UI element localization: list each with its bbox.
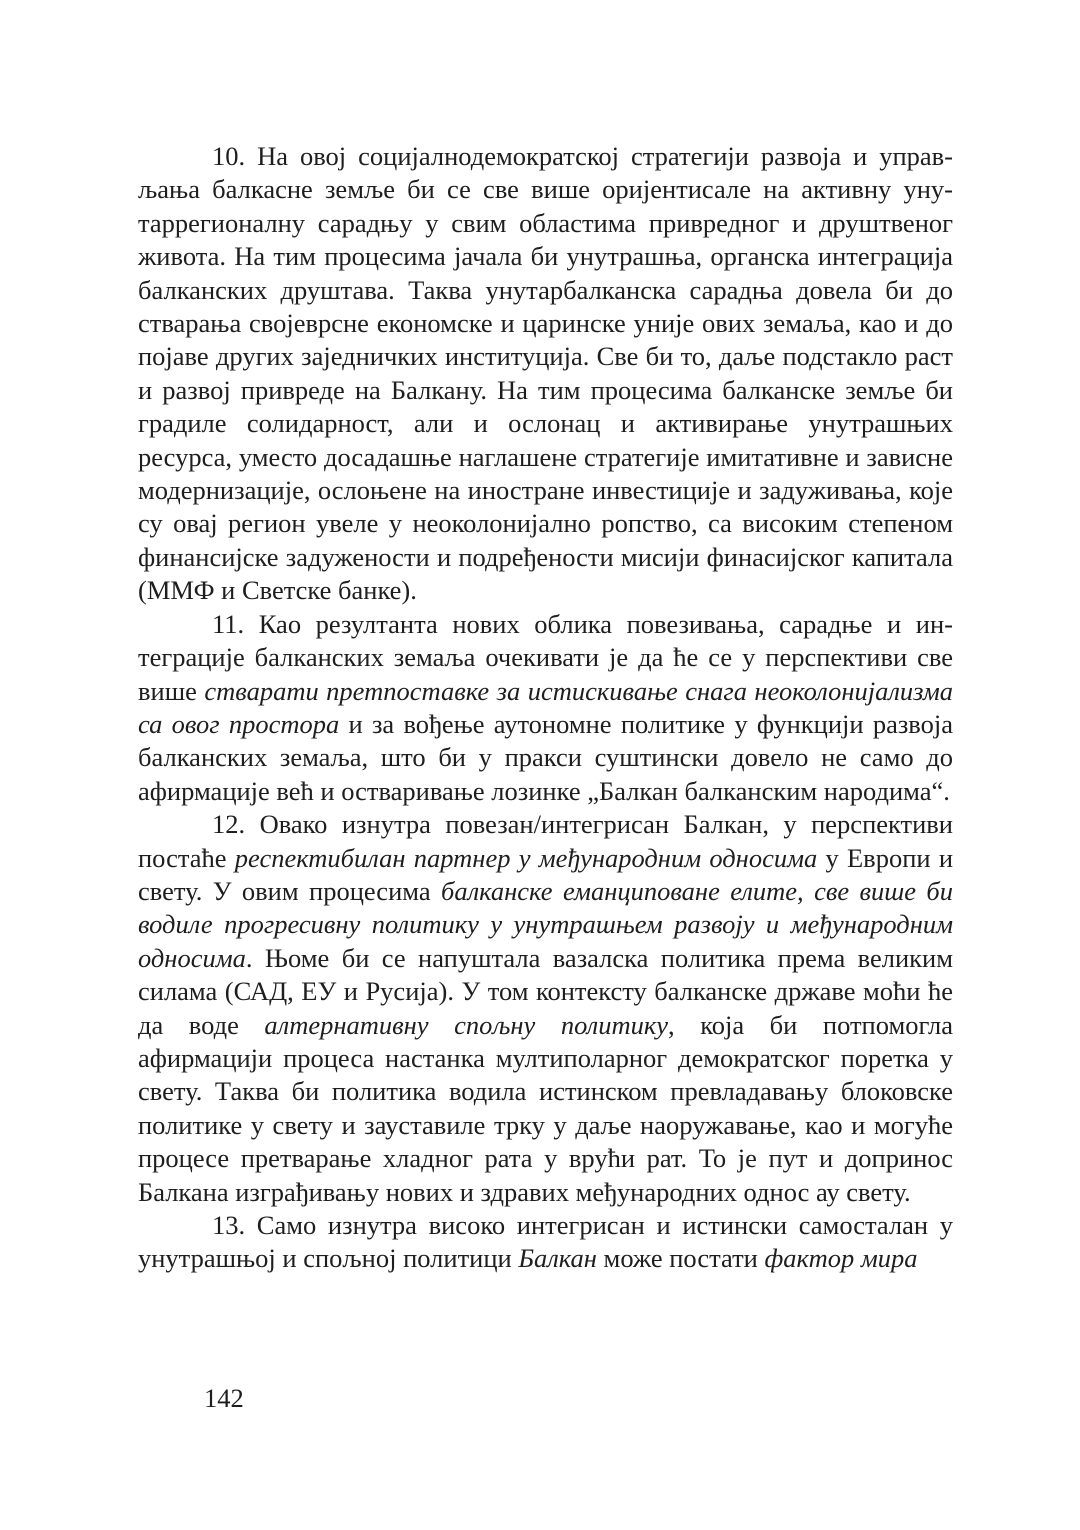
text-segment: 13. Само изнутра високо интегрисан и истински самосталан у унутрашњој и спољној политици [138, 1210, 953, 1274]
paragraph-13 [138, 1209, 953, 1276]
body-text [138, 140, 953, 1276]
paragraph-12 [138, 808, 953, 1209]
text-segment: 10. На овој социјалнодемократској стратегији развоја и управљања балкасне земље би се све више оријентисале на активну унутаррегионалну сарадњу у свим областима привредног и друштвеног живота. На тим процесима јачала би унутрашња, органска интеграција балканских друштава. Таква унутарбалканска сарадња довела би до стварања својеврсне економске и царинске уније ових земаља, као и до појаве других заједничких институција. Све би то, даље подстакло раст и развој привреде на Балкану. На тим процесима балканске земље би градиле солидарност, али и ослонац и активирање унутрашњих ресурса, уместо досадашње наглашене стратегије имитативне и зависне модернизације, ослоњене на иностране инвестиције и задуживања, које су овај регион увеле у неоколонијално ропство, са високим степеном финансијске задужености и подређености мисији финасијског капитала (ММФ и Светске банке). [138, 141, 953, 606]
text-segment: у Европи и свету. У овим процесима [138, 842, 953, 906]
text-segment: и за вођење аутономне политике у функцији развоја балканских земаља, што би у пракси суштински довело не само до афирмације већ и остваривање лозинке „Балкан балканским народима“. [138, 708, 954, 806]
italic-text-segment: алтернативну спољну политику [264, 1009, 669, 1040]
paragraph-11 [138, 608, 953, 808]
italic-text-segment: респектибилан партнер у међународним односима [234, 842, 818, 873]
text-segment: 11. Као резултанта нових облика повезивања, сарадње и интеграције балканских земаља очекивати је да ће се у перспективи све више [138, 608, 953, 706]
text-segment: 12. Овако изнутра повезан/интегрисан Балкан, у перспективи постаће [138, 809, 953, 873]
text-segment: . Њоме би се напуштала вазалска политика према великим силама (САД, ЕУ и Русија). У том контексту балканске државе моћи ће да воде [138, 942, 953, 1040]
paragraph-10 [138, 140, 953, 608]
page-number: 142 [204, 1383, 244, 1413]
text-segment: може постати [596, 1243, 765, 1274]
italic-text-segment: балканске еманциповане елите, све више би водиле прогресивну политику у унутрашњем развоју и међународним односима [138, 875, 954, 973]
italic-text-segment: Балкан [518, 1243, 597, 1274]
italic-text-segment: стварати претпоставке за истискивање снага неоколонијализма са овог простора [138, 675, 953, 739]
italic-text-segment: фактор мира [764, 1243, 918, 1274]
text-segment: , која би потпомогла афирмацији процеса настанка мултиполарног демократског поретка у свету. Таква би политика водила истинском превладавању блоковске политике у свету и зауставиле трку у даље наоружавање, као и могуће процесе претварање хладног рата у врући рат. То је пут и допринос Балкана изграђивању нових и здравих међународних однос ау свету. [138, 1009, 954, 1207]
